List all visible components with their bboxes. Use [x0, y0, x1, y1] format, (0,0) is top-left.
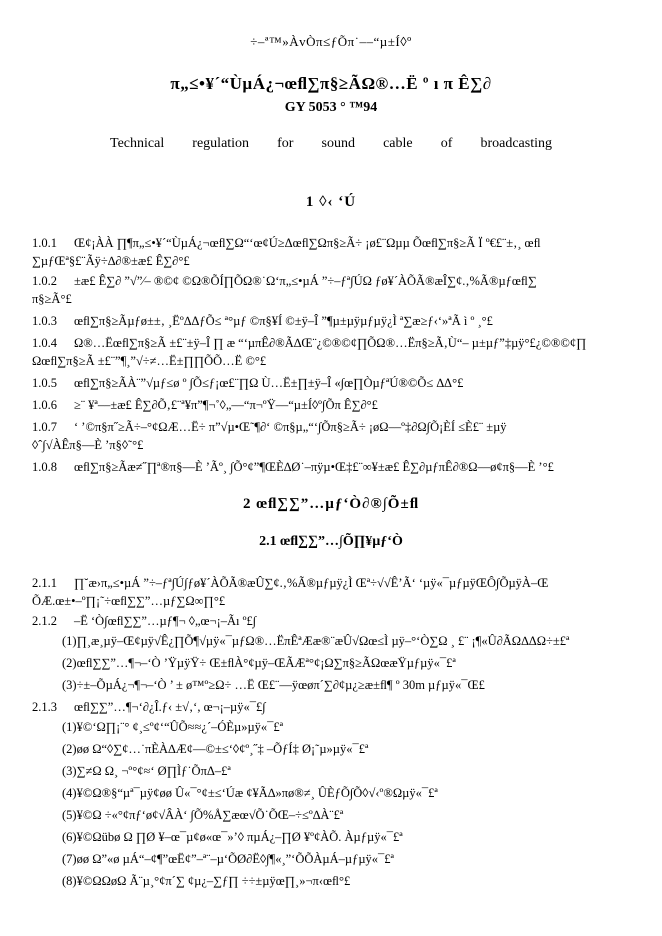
- clause-continuation: Ωœﬂ∑π§≥Ã ±£¨”¶¸”√÷≠…Ë±∏∏ÕÕ…Ë ©°£: [32, 354, 267, 368]
- clause-number: 2.1.2: [32, 614, 57, 628]
- list-item: (3)∑≠Ω Ω¸ ¬º°¢≈‘ Ø∏Ìƒ˙ÕπΔ–£ª: [62, 764, 231, 778]
- english-title-word: regulation: [192, 136, 250, 151]
- clause-number: 1.0.1: [32, 236, 57, 250]
- standard-code: GY 5053 ° ™94: [284, 100, 378, 115]
- clause-text: –Ë ‘Ò∫œﬂ∑∑”…µƒ¶¬ ◊„œ¬¡–Ãı º£∫: [74, 614, 257, 628]
- english-title-word: Technical: [110, 136, 165, 151]
- clause-text: ≥¨ ¥ª––±æ£ Ê∑∂Õ‚£¨ª¥π”¶¬˚◊„––“π¬ºŸ––“µ±Í◊º∫Õπ Ê∑∂°£: [74, 398, 378, 412]
- list-item: (2)œﬂ∑∑”…¶¬–‘Ò ’ŸµÿŸ÷ Œ±ﬂÀ°¢µÿ–ŒÃÆª°¢¡Ω∑π§≥ÃΩœæŸµƒµÿ«¯£ª: [62, 656, 456, 670]
- list-item: (8)¥©ΩΩøΩ Ã¨µ¸°¢π´∑ ¢µ¿–∑ƒ∏ ÷÷±µÿœ∏¸»¬π‹œﬂ°£: [62, 874, 351, 888]
- list-item: (2)øø Ω“◊∑¢…˙πÈÀ∆Æ¢—©±≤‘◊¢º¸˝‡ –ÕƒÍ‡ Ø¡˜µ»µÿ«¯£ª: [62, 742, 369, 756]
- clause-text: œﬂ∑∑”…¶¬‘∂¿Î.ƒ‹ ±√‚‘, œ¬¡–µÿ«¯£∫: [74, 700, 266, 714]
- clause-1-0-7: [32, 418, 632, 436]
- list-item: (7)øø Ω”«ø µÁ“–¢¶”œË¢”–ª¨–µ‘ÕØ∂Ë◊∫¶«¸”‘ÕÕÀµÁ–µƒµÿ«¯£ª: [62, 852, 395, 866]
- clause-text: ±æ£ Ê∑∂ ”√”⁄– ®©¢ ©Ω®ÕÍ∏ÕΩ®˙Ω‘π„≤•µÁ ”÷–ƒª∫ÚΩ ƒø¥´ÀÕÃ®æÎ∑¢.‚%Ã®µƒœﬂ∑: [74, 274, 537, 288]
- english-title-word: for: [277, 136, 294, 151]
- clause-number: 1.0.6: [32, 398, 57, 412]
- clause-text: ‘ ’©π§π˝≥Ã÷–°¢ΩÆ…Ë÷ π”√µ•Œ˜¶∂‘ ©π§µ„“‘∫Õπ§≥Ã÷ ¡øΩ––º‡∂Ω∫Õ¡ÈÍ ≤È£¨ ±µÿ: [74, 420, 507, 434]
- english-title-word: broadcasting: [480, 136, 552, 151]
- clause-1-0-2: [32, 272, 632, 290]
- clause-text: œﬂ∑π§≥Ãµƒø±±‚ ¸Ëº∆ΔƒÕ≤ ª°µƒ ©π§¥Í ©±ÿ–Î ”¶µ±µÿµƒµÿ¿Ì ª∑æ≥ƒ‹‘»ªÃ ì º ¸°£: [74, 314, 493, 328]
- list-item: (4)¥©Ω®§“µª¯µÿ¢øø Û«¯°¢±≤‘Úæ ¢¥Ã∆»πø®≠¸ ÛÈƒÕ∫Õ◊√‹º®Ωµÿ«¯£ª: [62, 786, 438, 800]
- clause-number: 1.0.2: [32, 274, 57, 288]
- clause-1-0-3: [32, 312, 632, 330]
- clause-text: œﬂ∑π§≥Ãæ≠˝∏ª®π§—È ’Ãº¸ ∫Õ°¢”¶ŒÈ∆Ø˙–πÿµ•Œ‡£¨∞¥±æ£ Ê∑∂µƒπÊ∂®Ω––ø¢π§—È ’°£: [74, 460, 554, 474]
- clause-number: 2.1.1: [32, 576, 57, 590]
- clause-number: 1.0.8: [32, 460, 57, 474]
- list-item: (1)∏¸æ¸µÿ–Œ¢µÿ√Ê¿∏Õ¶√µÿ«¯µƒΩ®…ËπÊªÆæ®¨æÛ√Ωœ≤Ì µÿ–°‘Ò∑Ω ¸ £¨ ¡¶«Û∂ÃΩ∆ΔΩ÷±£ª: [62, 634, 570, 648]
- list-item: (1)¥©‘Ω∏¡¨° ¢¸≤º¢‘“ÛÕ≈≈¿´–ÓÈµ»µÿ«¯£ª: [62, 720, 284, 734]
- section-2-1-heading: 2.1 œﬂ∑∑”…∫Õ∏¥µƒ‘Ò: [259, 534, 403, 549]
- chapter-1-heading: 1 ◊‹ ‘Ú: [305, 194, 357, 210]
- clause-continuation: π§≥Ã°£: [32, 292, 72, 306]
- clause-number: 1.0.5: [32, 376, 57, 390]
- clause-number: 1.0.3: [32, 314, 57, 328]
- clause-1-0-1: [32, 234, 632, 252]
- english-title-word: cable: [383, 136, 413, 151]
- standard-category-line: ÷–ª™»ÀvÒπ≤ƒÕπ˙––“µ±Í◊º: [250, 34, 412, 49]
- clause-2-1-2: [32, 612, 632, 630]
- english-title: [110, 136, 552, 152]
- english-title-word: of: [440, 136, 453, 151]
- clause-1-0-6: [32, 396, 632, 414]
- clause-1-0-5: [32, 374, 632, 392]
- clause-2-1-1: [32, 574, 632, 592]
- chapter-2-heading: 2 œﬂ∑∑”…µƒ‘Ò∂®∫Õ±ﬂ: [242, 496, 420, 512]
- clause-2-1-3: [32, 698, 632, 716]
- clause-number: 2.1.3: [32, 700, 57, 714]
- clause-text: Ω®…Ëœﬂ∑π§≥Ã ±£¨±ÿ–Î ∏ æ “‘µπÊ∂®Ã∆Œ¨¿©®©¢∏ÕΩ®…Ëπ§≥Ã‚Ù“– µ±µƒ”‡µÿ°£¿©®©¢∏: [74, 336, 587, 350]
- list-item: (6)¥©Ωübø Ω ∏Ø ¥–œ¯µ¢ø«œ¯»’◊ πµÁ¿–∏Ø ¥º¢ÀÕ. Àµƒµÿ«¯£ª: [62, 830, 403, 844]
- clause-continuation: ∑µƒŒª§£¨Ãÿ÷∆∂®±æ£ Ê∑∂°£: [32, 254, 190, 268]
- english-title-word: sound: [321, 136, 355, 151]
- clause-text: ∏˘æ›π„≤•µÁ ”÷–ƒª∫Ú∫ƒø¥´ÀÕÃ®æÛ∑¢.‚%Ã®µƒµÿ¿Ì Œª÷√√Ê’Ã‘ ‘µÿ«¯µƒµÿŒÔ∫ÕµÿÀ–Œ: [74, 576, 549, 590]
- clause-number: 1.0.4: [32, 336, 57, 350]
- document-title: π„≤•¥´“ÙµÁ¿¬œﬂ∑π§≥ÃΩ®…Ë º ı π Ê∑∂: [170, 74, 492, 93]
- clause-text: œﬂ∑π§≥ÃÀ¨”√µƒ≤ø º ∫Õ≤ƒ¡œ£¨∏Ω Ù…Ë±∏±ÿ–Î «∫œ∏ÒµƒªÚ®©Õ≤ ∆Δ°£: [74, 376, 464, 390]
- clause-text: Œ¢¡ÀÀ ∏¶π„≤•¥´“ÙµÁ¿¬œﬂ∑Ω“‘œ¢Ú≥Δœﬂ∑Ωπ§≥Ã÷ ¡ø£¨Ωµµ Õœﬂ∑π§≥Ã Ï º€£¨±‚¸ œﬂ: [74, 236, 541, 250]
- clause-continuation: ÕÆ.œ±•–º∏¡˜÷œﬂ∑∑”…µƒ∑Ω∞∏°£: [32, 594, 226, 608]
- list-item: (3)÷±–ÕµÁ¿¬¶¬–‘Ò ’ ± ø™º≥Ω÷ …Ë Œ£¨—ÿœøπ´∑∂¢µ¿≥æ±ﬂ¶ º 30m µƒµÿ«¯Œ£: [62, 678, 485, 692]
- clause-1-0-4: [32, 334, 632, 352]
- clause-number: 1.0.7: [32, 420, 57, 434]
- clause-continuation: ◊ˆ∫√ÀÊπ§—È ’π§◊˜°£: [32, 438, 144, 452]
- clause-1-0-8: [32, 458, 632, 476]
- list-item: (5)¥©Ω ÷«°¢πƒ‘ø¢√ÂÀ‘ ∫Õ%Å∑æœ√Õ˙ÕŒ–÷≤º∆À¨£ª: [62, 808, 344, 822]
